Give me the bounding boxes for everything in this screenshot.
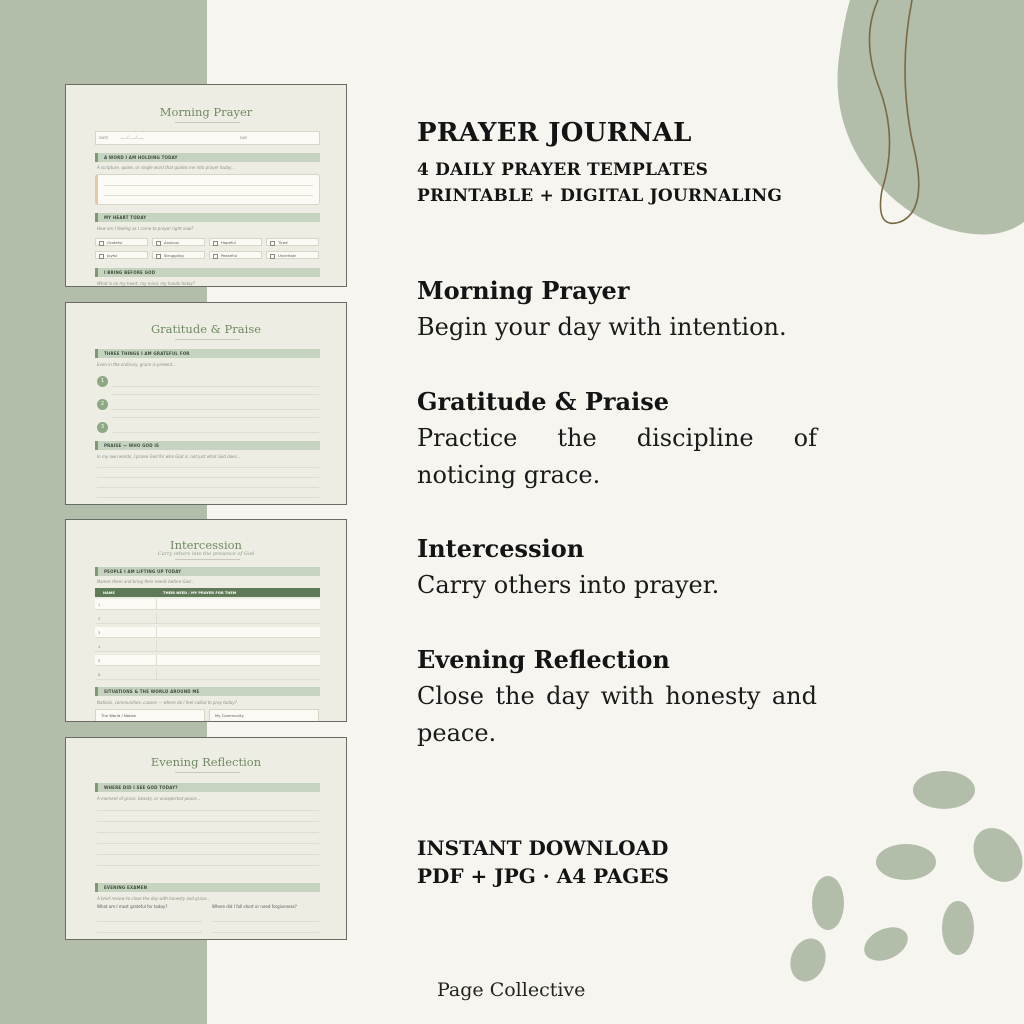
section-header: SITUATIONS & THE WORLD AROUND ME — [95, 687, 320, 696]
card-subtitle: Carry others into the presence of God — [157, 551, 255, 557]
table-row: 5 — [95, 655, 320, 666]
section-name: Intercession — [417, 534, 585, 563]
evening-reflection-preview — [65, 737, 347, 940]
section-hint: Names them and bring their needs before God... — [97, 579, 195, 584]
section-hint: A moment of grace, beauty, or unexpected peace... — [97, 796, 201, 801]
table-row: 3 — [95, 627, 320, 638]
title-underline — [175, 559, 240, 560]
write-line — [112, 432, 319, 433]
write-line — [97, 854, 319, 855]
scattered-pebbles-decoration — [780, 760, 1024, 990]
section-description-intercession — [417, 530, 817, 604]
section-header: A WORD I AM HOLDING TODAY — [95, 153, 320, 162]
mood-checkbox: Joyful — [95, 251, 148, 259]
write-line — [112, 394, 319, 395]
write-line — [97, 832, 319, 833]
write-line — [112, 386, 319, 387]
mood-checkbox: Grateful — [95, 238, 148, 246]
number-badge: 1 — [97, 376, 108, 387]
top-right-blob-decoration — [820, 0, 1024, 240]
section-header: MY HEART TODAY — [95, 213, 320, 222]
day-label: DAY — [240, 136, 248, 140]
section-description-gratitude — [417, 383, 817, 494]
write-line — [97, 477, 319, 478]
section-hint: A scripture, quote, or single word that guides me into prayer today... — [97, 165, 235, 170]
write-line — [97, 810, 319, 811]
community-field: My Community — [209, 709, 319, 722]
product-subtitle: 4 DAILY PRAYER TEMPLATES — [417, 160, 709, 180]
title-underline — [175, 339, 240, 340]
date-separator: ____/____/____ — [120, 135, 144, 139]
write-line — [212, 932, 319, 933]
gratitude-praise-preview — [65, 302, 347, 505]
number-badge: 2 — [97, 399, 108, 410]
section-header: I BRING BEFORE GOD — [95, 268, 320, 277]
section-description: Practice the discipline of noticing grace. — [417, 424, 817, 489]
section-hint: How am I feeling as I come to prayer right now? — [97, 226, 194, 231]
card-title: Intercession — [170, 538, 242, 552]
section-header: PEOPLE I AM LIFTING UP TODAY — [95, 567, 320, 576]
world-field: The World / Nation — [95, 709, 205, 722]
section-description-evening — [417, 641, 817, 752]
write-line — [97, 865, 319, 866]
section-name: Gratitude & Praise — [417, 387, 669, 416]
intercession-preview — [65, 519, 347, 722]
mood-checkbox: Tired — [266, 238, 319, 246]
write-line — [97, 921, 202, 922]
card-title: Morning Prayer — [159, 105, 253, 119]
download-label: INSTANT DOWNLOAD — [417, 836, 669, 860]
brand-name: Page Collective — [437, 979, 586, 1001]
mood-checkbox: Hopeful — [209, 238, 262, 246]
write-line — [212, 921, 319, 922]
write-line — [97, 843, 319, 844]
mood-checkbox: Peaceful — [209, 251, 262, 259]
title-underline — [175, 122, 240, 123]
examen-question: Where did I fall short or need forgiveness? — [212, 904, 297, 909]
section-description: Close the day with honesty and peace. — [417, 682, 817, 747]
table-row: 1 — [95, 599, 320, 610]
product-title: PRAYER JOURNAL — [417, 118, 692, 148]
table-row: 4 — [95, 641, 320, 652]
section-hint: Nations, communities, causes — where do I feel called to pray today? — [97, 700, 237, 705]
section-hint: In my own words, I praise God for who God is, not just what God does... — [97, 454, 241, 459]
section-header: PRAISE — WHO GOD IS — [95, 441, 320, 450]
table-header: NAME THEIR NEED / MY PRAYER FOR THEM — [95, 588, 320, 597]
write-line — [97, 932, 202, 933]
section-hint: Even in the ordinary, grace is present... — [97, 362, 177, 367]
write-line — [112, 417, 319, 418]
title-underline — [175, 772, 240, 773]
product-format: PRINTABLE + DIGITAL JOURNALING — [417, 186, 783, 206]
examen-question: What am I most grateful for today? — [97, 904, 168, 909]
mood-checkbox: Struggling — [152, 251, 205, 259]
mood-checkbox: Anxious — [152, 238, 205, 246]
section-hint: What is on my heart, my mind, my hands today? — [97, 281, 195, 286]
card-title: Gratitude & Praise — [150, 322, 262, 336]
card-title: Evening Reflection — [150, 755, 262, 769]
write-line — [112, 409, 319, 410]
word-field — [95, 174, 320, 205]
write-line — [97, 467, 319, 468]
section-name: Morning Prayer — [417, 276, 630, 305]
table-row: 2 — [95, 613, 320, 624]
morning-prayer-preview — [65, 84, 347, 287]
section-description: Begin your day with intention. — [417, 313, 787, 341]
write-line — [97, 821, 319, 822]
write-line — [97, 497, 319, 498]
format-label: PDF + JPG · A4 PAGES — [417, 864, 670, 888]
mood-checkbox: Uncertain — [266, 251, 319, 259]
write-line — [97, 487, 319, 488]
section-header: EVENING EXAMEN — [95, 883, 320, 892]
date-label: DATE — [99, 136, 109, 140]
date-field — [95, 131, 320, 145]
section-header: WHERE DID I SEE GOD TODAY? — [95, 783, 320, 792]
section-header: THREE THINGS I AM GRATEFUL FOR — [95, 349, 320, 358]
section-description: Carry others into prayer. — [417, 571, 720, 599]
section-hint: A brief review to close the day with honesty and grace... — [97, 896, 211, 901]
section-description-morning — [417, 272, 817, 346]
section-name: Evening Reflection — [417, 645, 670, 674]
number-badge: 3 — [97, 422, 108, 433]
table-row: 6 — [95, 669, 320, 680]
